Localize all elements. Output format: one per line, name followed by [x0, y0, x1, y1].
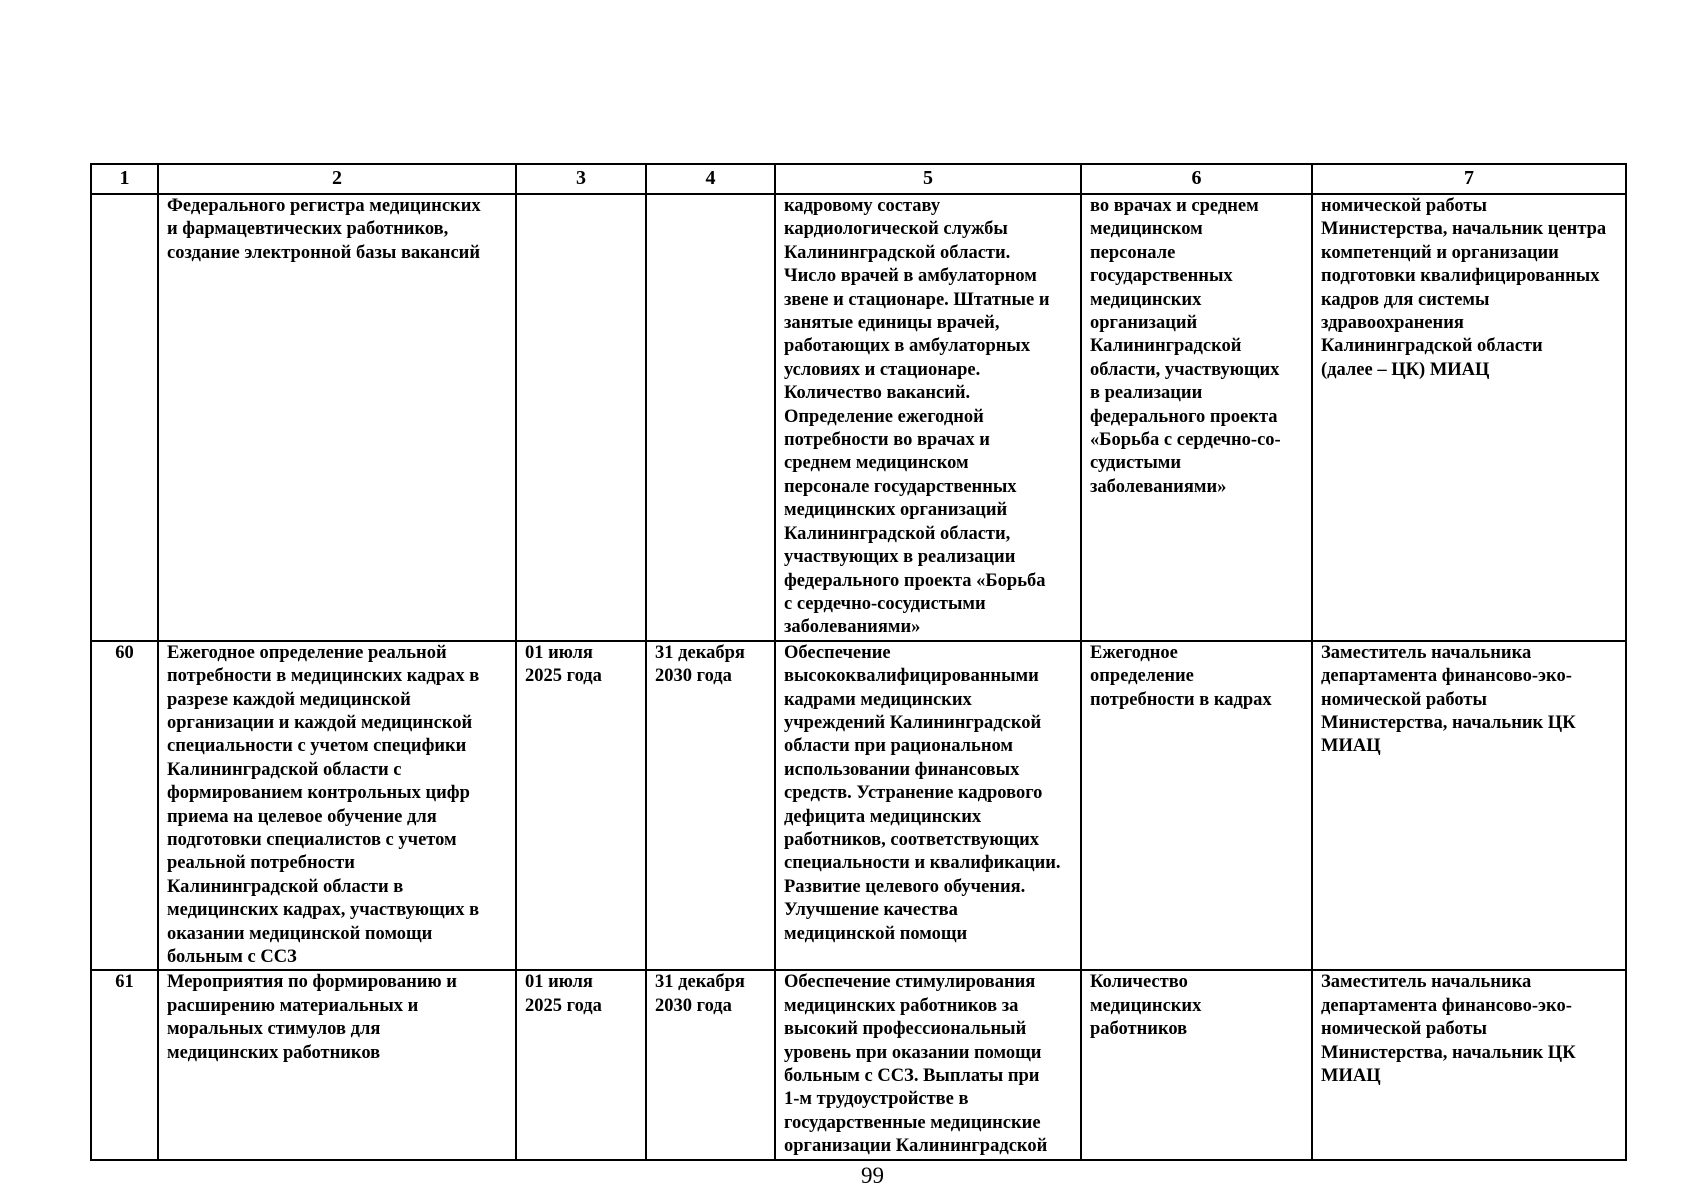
- cell-text-line: в реализации: [1090, 383, 1203, 404]
- cell-text-line: Обеспечение стимулирования: [784, 972, 1036, 993]
- responsible-cell: [1312, 641, 1626, 971]
- indicator-cell: [1081, 641, 1312, 971]
- cell-text-line: высокий профессиональный: [784, 1019, 1027, 1040]
- cell-text-line: Количество вакансий.: [784, 383, 971, 404]
- measure-name-cell: [158, 641, 516, 971]
- cell-text-line: кадрами медицинских: [784, 689, 972, 710]
- cell-text-line: организаций: [1090, 313, 1198, 334]
- cell-text-line: Министерства, начальник центра: [1321, 219, 1607, 240]
- measures-table: [90, 163, 1627, 1161]
- cell-text-line: потребности в кадрах: [1090, 689, 1272, 710]
- expected-result-cell: [775, 641, 1081, 971]
- cell-text-line: Мероприятия по формированию и: [167, 972, 457, 993]
- cell-text-line: медицинских кадрах, участвующих в: [167, 900, 480, 921]
- cell-text-line: медицинских работников: [167, 1042, 381, 1063]
- cell-text-line: 2025 года: [525, 995, 602, 1016]
- cell-text-line: Заместитель начальника: [1321, 972, 1532, 993]
- cell-text-line: приема на целевое обучение для: [167, 806, 437, 827]
- cell-text-line: специальности и квалификации.: [784, 853, 1061, 874]
- cell-text-line: больным с ССЗ. Выплаты при: [784, 1066, 1040, 1087]
- cell-text-line: департамента финансово-эко-: [1321, 995, 1572, 1016]
- cell-text-line: Калининградской области.: [784, 242, 1011, 263]
- page-number: 99: [861, 1163, 884, 1188]
- cell-text-line: с сердечно-сосудистыми: [784, 593, 986, 614]
- cell-text-line: «Борьба с сердечно-со-: [1090, 430, 1281, 451]
- start-date-cell: [516, 194, 646, 641]
- cell-text-line: компетенций и организации: [1321, 242, 1559, 263]
- cell-text-line: учреждений Калининградской: [784, 712, 1042, 733]
- cell-text-line: 2030 года: [655, 666, 732, 687]
- cell-text-line: и фармацевтических работников,: [167, 219, 449, 240]
- cell-text-line: разрезе каждой медицинской: [167, 689, 411, 710]
- cell-text-line: 01 июля: [525, 642, 593, 663]
- cell-text-line: Количество: [1090, 972, 1188, 993]
- cell-text-line: 2025 года: [525, 666, 602, 687]
- cell-text-line: расширению материальных и: [167, 995, 419, 1016]
- cell-text-line: медицинском: [1090, 219, 1203, 240]
- cell-text-line: заболеваниями»: [784, 617, 921, 638]
- cell-text-line: специальности с учетом специфики: [167, 736, 467, 757]
- cell-text-line: дефицита медицинских: [784, 806, 982, 827]
- cell-text-line: Министерства, начальник ЦК: [1321, 712, 1576, 733]
- cell-text-line: определение: [1090, 666, 1194, 687]
- start-date-cell: [516, 641, 646, 971]
- cell-text-line: Обеспечение: [784, 642, 891, 663]
- cell-text-line: медицинских: [1090, 289, 1202, 310]
- cell-text-line: 1-м трудоустройстве в: [784, 1089, 969, 1110]
- cell-text-line: 2030 года: [655, 995, 732, 1016]
- cell-text-line: номической работы: [1321, 1019, 1487, 1040]
- cell-text-line: государственные медицинские: [784, 1112, 1041, 1133]
- cell-text-line: высококвалифицированными: [784, 666, 1039, 687]
- cell-text-line: организации и каждой медицинской: [167, 712, 473, 733]
- cell-text-line: Ежегодное определение реальной: [167, 642, 447, 663]
- cell-text-line: заболеваниями»: [1090, 476, 1227, 497]
- row-number: [91, 194, 158, 641]
- cell-text-line: Калининградской области с: [167, 759, 402, 780]
- measure-name-cell: [158, 970, 516, 1159]
- column-number-row: [91, 164, 1626, 194]
- cell-text-line: 01 июля: [525, 972, 593, 993]
- cell-text-line: государственных: [1090, 266, 1233, 287]
- cell-text-line: среднем медицинском: [784, 453, 969, 474]
- cell-text-line: Определение ежегодной: [784, 406, 984, 427]
- end-date-cell: [646, 970, 775, 1159]
- cell-text-line: здравоохранения: [1321, 313, 1464, 334]
- cell-text-line: условиях и стационаре.: [784, 359, 981, 380]
- column-number: 7: [1312, 164, 1626, 194]
- cell-text-line: федерального проекта «Борьба: [784, 570, 1046, 591]
- column-number: 4: [646, 164, 775, 194]
- row-number: 61: [91, 970, 158, 1159]
- cell-text-line: звене и стационаре. Штатные и: [784, 289, 1050, 310]
- cell-text-line: номической работы: [1321, 196, 1487, 216]
- cell-text-line: Ежегодное: [1090, 642, 1178, 663]
- cell-text-line: подготовки специалистов с учетом: [167, 829, 457, 850]
- cell-text-line: подготовки квалифицированных: [1321, 266, 1600, 287]
- column-number: 5: [775, 164, 1081, 194]
- cell-text-line: больным с ССЗ: [167, 947, 297, 967]
- end-date-cell: [646, 194, 775, 641]
- measure-name-cell: [158, 194, 516, 641]
- cell-text-line: Число врачей в амбулаторном: [784, 266, 1037, 287]
- table-row: [91, 641, 1626, 971]
- cell-text-line: Федерального регистра медицинских: [167, 196, 481, 216]
- indicator-cell: [1081, 194, 1312, 641]
- column-number: 6: [1081, 164, 1312, 194]
- cell-text-line: потребности в медицинских кадрах в: [167, 666, 480, 687]
- cell-text-line: занятые единицы врачей,: [784, 313, 1000, 334]
- cell-text-line: области при рациональном: [784, 736, 1013, 757]
- cell-text-line: во врачах и среднем: [1090, 196, 1259, 216]
- responsible-cell: [1312, 970, 1626, 1159]
- cell-text-line: МИАЦ: [1321, 736, 1381, 757]
- cell-text-line: использовании финансовых: [784, 759, 1020, 780]
- cell-text-line: Калининградской области в: [167, 876, 404, 897]
- cell-text-line: Калининградской области: [1321, 336, 1543, 357]
- cell-text-line: кадров для системы: [1321, 289, 1490, 310]
- cell-text-line: судистыми: [1090, 453, 1182, 474]
- cell-text-line: реальной потребности: [167, 853, 355, 874]
- expected-result-cell: [775, 970, 1081, 1159]
- cell-text-line: потребности во врачах и: [784, 430, 990, 451]
- cell-text-line: Заместитель начальника: [1321, 642, 1532, 663]
- cell-text-line: организации Калининградской: [784, 1136, 1048, 1157]
- end-date-cell: [646, 641, 775, 971]
- cell-text-line: медицинских организаций: [784, 500, 1008, 521]
- table-row: [91, 970, 1626, 1159]
- cell-text-line: (далее – ЦК) МИАЦ: [1321, 359, 1490, 380]
- cell-text-line: МИАЦ: [1321, 1066, 1381, 1087]
- cell-text-line: формированием контрольных цифр: [167, 783, 470, 804]
- cell-text-line: 31 декабря: [655, 642, 745, 663]
- responsible-cell: [1312, 194, 1626, 641]
- cell-text-line: работающих в амбулаторных: [784, 336, 1031, 357]
- cell-text-line: оказании медицинской помощи: [167, 923, 433, 944]
- cell-text-line: средств. Устранение кадрового: [784, 783, 1043, 804]
- column-number: 3: [516, 164, 646, 194]
- cell-text-line: области, участвующих: [1090, 359, 1280, 380]
- indicator-cell: [1081, 970, 1312, 1159]
- cell-text-line: кардиологической службы: [784, 219, 1008, 240]
- cell-text-line: Развитие целевого обучения.: [784, 876, 1026, 897]
- cell-text-line: создание электронной базы вакансий: [167, 242, 481, 263]
- cell-text-line: 31 декабря: [655, 972, 745, 993]
- cell-text-line: Министерства, начальник ЦК: [1321, 1042, 1576, 1063]
- cell-text-line: персонале: [1090, 242, 1176, 263]
- column-number: 2: [158, 164, 516, 194]
- cell-text-line: персонале государственных: [784, 476, 1017, 497]
- cell-text-line: медицинских работников за: [784, 995, 1019, 1016]
- cell-text-line: работников, соответствующих: [784, 829, 1040, 850]
- cell-text-line: работников: [1090, 1019, 1188, 1040]
- table-row: [91, 194, 1626, 641]
- cell-text-line: кадровому составу: [784, 196, 941, 216]
- cell-text-line: медицинской помощи: [784, 923, 968, 944]
- cell-text-line: Калининградской области,: [784, 523, 1011, 544]
- cell-text-line: медицинских: [1090, 995, 1202, 1016]
- row-number: 60: [91, 641, 158, 971]
- column-number: 1: [91, 164, 158, 194]
- cell-text-line: участвующих в реализации: [784, 547, 1016, 568]
- expected-result-cell: [775, 194, 1081, 641]
- cell-text-line: департамента финансово-эко-: [1321, 666, 1572, 687]
- cell-text-line: Калининградской: [1090, 336, 1242, 357]
- cell-text-line: Улучшение качества: [784, 900, 958, 921]
- cell-text-line: федерального проекта: [1090, 406, 1278, 427]
- cell-text-line: моральных стимулов для: [167, 1019, 381, 1040]
- start-date-cell: [516, 970, 646, 1159]
- cell-text-line: уровень при оказании помощи: [784, 1042, 1042, 1063]
- cell-text-line: номической работы: [1321, 689, 1487, 710]
